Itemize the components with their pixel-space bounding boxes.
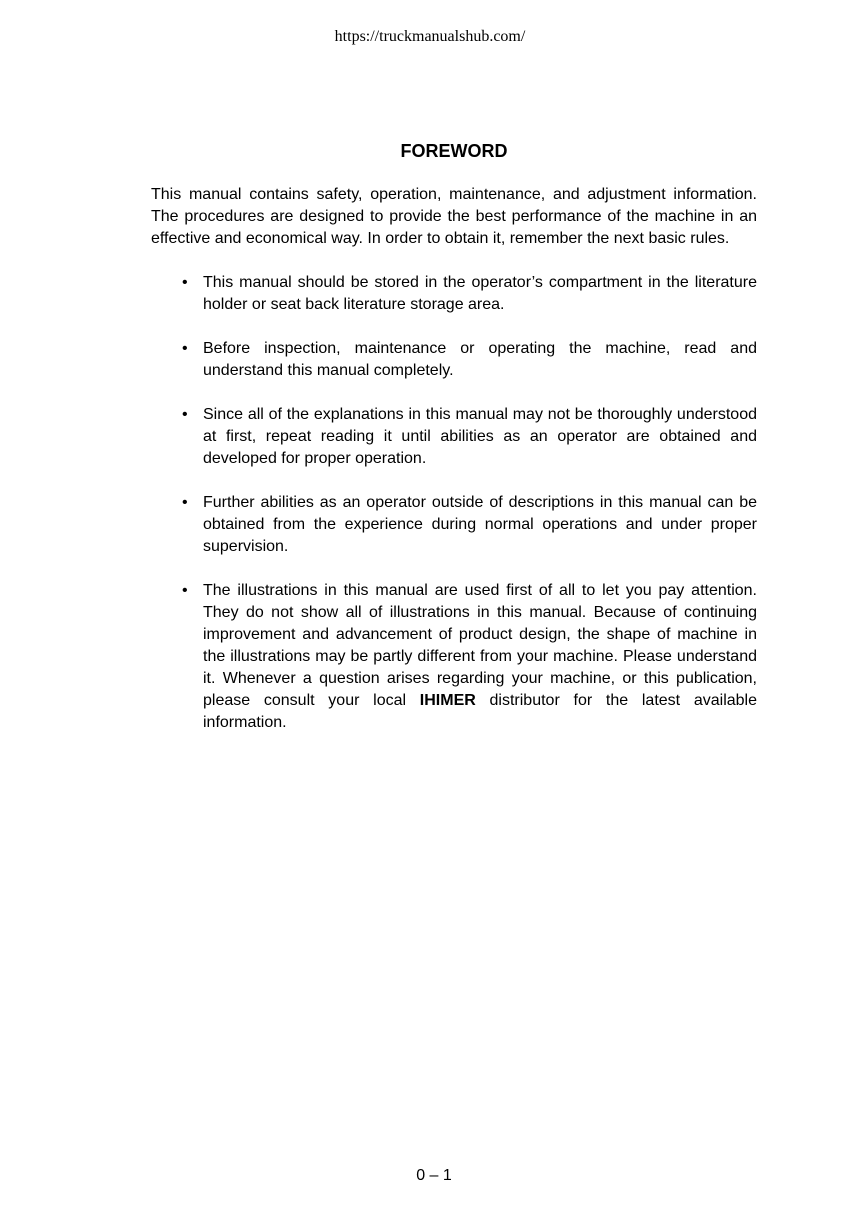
rule-item-repeat-reading bbox=[182, 404, 757, 470]
rule-text: Before inspection, maintenance or operating the machine, read and understand this manual completely. bbox=[203, 340, 757, 379]
header-url: https://truckmanualshub.com/ bbox=[334, 28, 526, 45]
rule-item-read-manual bbox=[182, 338, 757, 382]
page-title: FOREWORD bbox=[400, 141, 508, 161]
bullet-icon: • bbox=[182, 582, 188, 599]
rule-item-experience bbox=[182, 492, 757, 558]
rule-text bbox=[203, 582, 757, 731]
rule-text: Since all of the explanations in this manual may not be thoroughly understood at first, repeat reading it until abilities as an operator are obtained and developed for proper operation. bbox=[203, 406, 757, 467]
rule-text: Further abilities as an operator outside of descriptions in this manual can be obtained from the experience during normal operations and under proper supervision. bbox=[203, 494, 757, 555]
rule-text-before-brand: The illustrations in this manual are used first of all to let you pay attention. They do not show all of illustrations in this manual. Because of continuing improvement and advancement of product design, the shape of machine in the illustrations may be partly different from your machine. Please understand it. Whenever a question arises regarding your machine, or this publication, please consult your local bbox=[203, 582, 757, 709]
bullet-icon: • bbox=[182, 274, 188, 291]
rule-text: This manual should be stored in the operator’s compartment in the literature holder or seat back literature storage area. bbox=[203, 274, 757, 313]
bullet-icon: • bbox=[182, 340, 188, 357]
rule-item-illustrations bbox=[182, 580, 757, 734]
bullet-icon: • bbox=[182, 406, 188, 423]
brand-name: IHIMER bbox=[419, 692, 476, 709]
intro-paragraph: This manual contains safety, operation, maintenance, and adjustment information. The procedures are designed to provide the best performance of the machine in an effective and economical way. In order to obtain it, remember the next basic rules. bbox=[151, 186, 757, 247]
basic-rules-list bbox=[182, 272, 757, 734]
rule-item-storage bbox=[182, 272, 757, 316]
rule-text-after-brand: distributor for the latest available information. bbox=[203, 692, 758, 731]
page-number: 0 – 1 bbox=[416, 1167, 452, 1184]
bullet-icon: • bbox=[182, 494, 188, 511]
